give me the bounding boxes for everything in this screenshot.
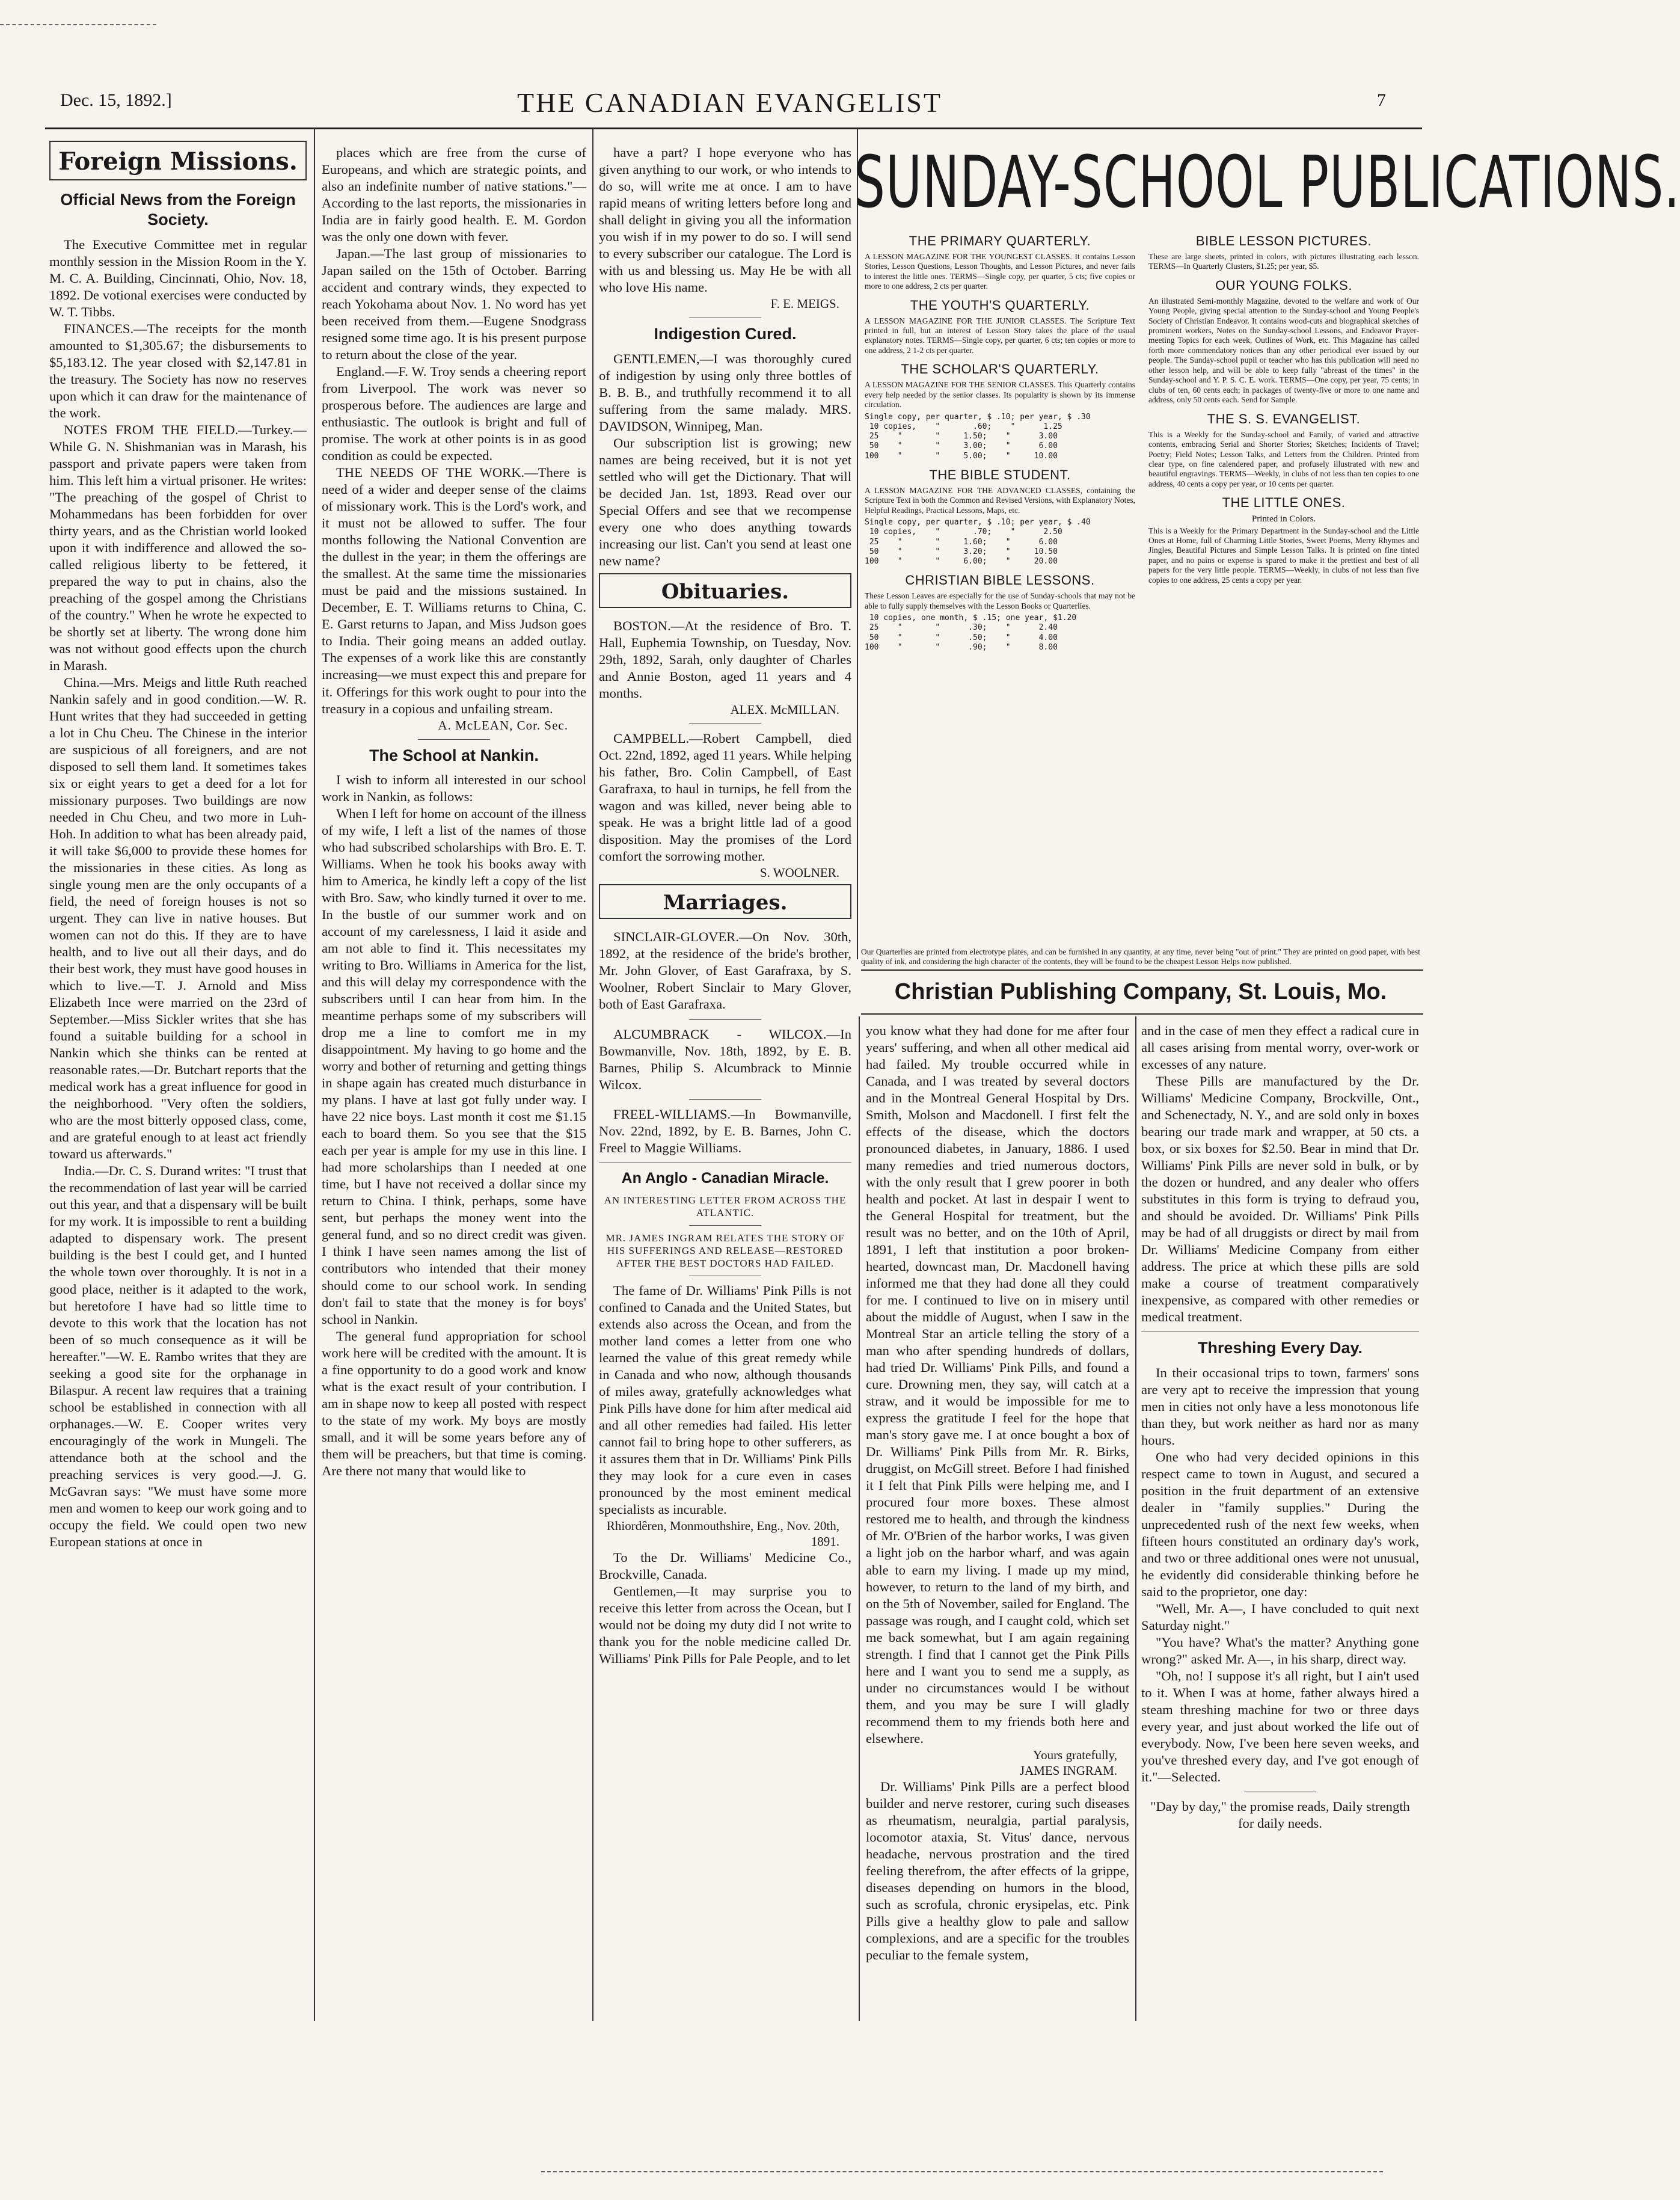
article-heading: The School at Nankin.: [369, 746, 539, 764]
article-heading: Indigestion Cured.: [654, 325, 797, 343]
article-heading: An Anglo - Canadian Miracle.: [621, 1169, 829, 1187]
price-table: Single copy, per quarter, $ .10; per year, $ .30 10 copies, " .60; " 1.25 25 " " 1.50; " 3.00 50 " " 3.00; " 6.00 100 " " 5.00; " 10.00: [865, 412, 1091, 461]
paragraph: These Pills are manufactured by the Dr. Williams' Medicine Company, Brockville, Ont., and Schenectady, N. Y., and are sold only in boxes bearing our trade mark and wrapper, at 50 cts. a box, or six boxes for $2.50. Bear in mind that Dr. Williams' Pink Pills are never sold in bulk, or by the dozen or hundred, and any dealer who offers substitutes in this form is trying to defraud you, and should be avoided. Dr. Williams' Pink Pills may be had of all druggists or direct by mail from Dr. Williams' Medicine Company from either address. The price at which these pills are sold make a course of treatment comparatively inexpensive, as compared with other remedies or medical treatment.: [1141, 1074, 1419, 1325]
paragraph: "You have? What's the matter? Anything gone wrong?" asked Mr. A—, in his sharp, direct way.: [1141, 1635, 1419, 1667]
paragraph: ALCUMBRACK - WILCOX.—In Bowmanville, Nov. 18th, 1892, by E. B. Barnes, Philip S. Alcumbrack to Minnie Wilcox.: [599, 1026, 851, 1092]
column-divider: [859, 1016, 860, 2021]
article-heading: Official News from the Foreign Society.: [60, 190, 296, 229]
page-number: 7: [1377, 90, 1386, 110]
paragraph: Gentlemen,—It may surprise you to receive this letter from across the Ocean, but I would not be doing my duty did I not write to thank you for the noble medicine called Dr. Williams' Pink Pills for Pale People, and to let: [599, 1584, 851, 1667]
subheading: MR. JAMES INGRAM RELATES THE STORY OF HIS SUFFERINGS AND RELEASE—RESTORED AFTER THE BEST DOCTORS HAD FAILED.: [605, 1232, 845, 1269]
publication-description: An illustrated Semi-monthly Magazine, devoted to the welfare and work of Our Young People, giving special attention to the Sunday-school and Young People's Society of Christian Endeavor. It contains wood-cuts and biographical sketches of prominent workers, Notes on the Sunday-school Lessons, and Endeavor Prayer-meeting Topics for each week, Outlines of Work, etc. This Magazine has called forth more commendatory notices than any other periodical ever issued by our people. The Sunday-school pupil or teacher who has this publication will need no other lesson help, and will be able to keep fully "abreast of the times" in the Sunday-school and Y. P. S. C. E. work. TERMS—One copy, per year, 75 cents; in clubs of ten, 60 cents each; in packages of twenty-five or more to one name and address, only 50 cents each. Send for Sample.: [1148, 296, 1419, 405]
column-two: [322, 144, 586, 2024]
publication-description: This is a Weekly for the Primary Department in the Sunday-school and the Little Ones at Home, full of Charming Little Stories, Sweet Poems, Merry Rhymes and Jingles, Beautiful Pictures and Simple Lesson Talks. It is printed on fine tinted paper, and no pains or expense is spared to make it the prettiest and best of all papers for the very little people. TERMS—Weekly, in clubs of not less than five copies to one address, 25 cents a copy per year.: [1148, 526, 1419, 585]
paragraph: FINANCES.—The receipts for the month amounted to $1,305.67; the disbursements to $5,183.12. The year closed with $2,147.81 in the treasury. The Society has now no reserves upon which it can draw for the maintenance of the work.: [49, 321, 307, 420]
paragraph: have a part? I hope everyone who has given anything to our work, or who intends to do so, will write me at once. I am to have rapid means of writing letters before long and shall delight in giving you all the information you wish if in my power to do so. I will send to every subscriber our catalogue. The Lord is with us and blessing us. May He be with all who love His name.: [599, 145, 851, 295]
section-header-box: [599, 573, 851, 608]
paragraph: In their occasional trips to town, farmers' sons are very apt to receive the impression that young men in cities not only have a less monotonous life than they, but work neither as hard nor as many hours.: [1141, 1365, 1419, 1448]
ad-rule: [861, 969, 1423, 971]
scan-edge-mark: [0, 24, 156, 25]
paragraph: To the Dr. Williams' Medicine Co., Brockville, Canada.: [599, 1550, 851, 1582]
price-table: Single copy, per quarter, $ .10; per year, $ .40 10 copies, " .70; " 2.50 25 " " 1.60; " 6.00 50 " " 3.20; " 10.50 100 " " 6.00; " 20.00: [865, 518, 1091, 567]
divider: [689, 1099, 761, 1100]
paragraph: THE NEEDS OF THE WORK.—There is need of a wider and deeper sense of the claims of missionary work. This is the Lord's work, and it must not be allowed to suffer. The four months following the National Convention are the dullest in the year; in them the offerings are the smallest. At the same time the missionaries must be paid and the missions sustained. In December, E. T. Williams returns to China, C. E. Garst returns to Japan, and Miss Judson goes to India. Their going means an added outlay. The expenses of a work like this are constantly increasing—we must expect this and prepare for it. Offerings for this work ought to pour into the treasury in a copious and unfailing stream.: [322, 465, 586, 716]
section-header-box: [599, 884, 851, 919]
paragraph: Dr. Williams' Pink Pills are a perfect blood builder and nerve restorer, curing such diseases as rheumatism, neuralgia, partial paralysis, locomotor ataxia, St. Vitus' dance, nervous headache, nervous prostration and the tired feeling therefrom, the after effects of la grippe, diseases depending on humors in the blood, such as scrofula, chronic erysipelas, etc. Pink Pills give a healthy glow to pale and sallow complexions, and are a specific for the troubles peculiar to the female system,: [866, 1778, 1129, 1962]
paragraph: SINCLAIR-GLOVER.—On Nov. 30th, 1892, at the residence of the bride's brother, Mr. John Glover, of East Garafraxa, by S. Woolner, Robert Sinclair to Mary Glover, both of East Garafraxa.: [599, 929, 851, 1012]
column-divider: [857, 129, 858, 959]
paragraph: BOSTON.—At the residence of Bro. T. Hall, Euphemia Township, on Tuesday, Nov. 29th, 1892, Sarah, only daughter of Charles and Annie Boston, aged 11 years and 4 months.: [599, 618, 851, 701]
signature: S. WOOLNER.: [759, 865, 839, 880]
publisher-name: Christian Publishing Company, St. Louis, Mo.: [894, 979, 1387, 1004]
section-header-box: [49, 141, 307, 180]
ad-title: SUNDAY-SCHOOL PUBLICATIONS.: [854, 141, 1680, 224]
column-divider: [592, 129, 593, 2021]
issue-date: Dec. 15, 1892.]: [60, 90, 172, 110]
divider: [689, 1019, 761, 1020]
publication-description: A LESSON MAGAZINE FOR THE YOUNGEST CLASSES. It contains Lesson Stories, Lesson Questions, Lesson Thoughts, and Lesson Pictures, and never fails to interest the little ones. TERMS—Single copy, per quarter, 5 cts; five copies or more to one address, 2 cts per quarter.: [865, 251, 1135, 291]
publication-description: A LESSON MAGAZINE FOR THE JUNIOR CLASSES. The Scripture Text printed in full, but an interest of Lesson Story takes the place of the usual explanatory notes. TERMS—Single copy, per quarter, 6 cts; ten copies or more to one address, 2 1-2 cts per quarter.: [865, 316, 1135, 355]
scan-edge-mark: [541, 2171, 1383, 2172]
publication-name: THE BIBLE STUDENT.: [929, 467, 1071, 482]
article-heading: Threshing Every Day.: [1197, 1339, 1363, 1357]
paragraph: India.—Dr. C. S. Durand writes: "I trust that the recommendation of last year will be carried out this year, and that a dispensary will be built for my work. It is impossible to rent a building adapted to dispensary work. The present building is the best I could get, and I hunted the whole town over thoroughly. It is not in a good place, neither is it adapted to the work, but heretofore I have had so little time to devote to this work that the location has not been of so much consequence as it will be hereafter."—W. E. Rambo writes that they are seeking a good site for the orphanage in Bilaspur. A recent law requires that a training school be established in connection with all orphanages.—W. E. Cooper writes very encouragingly of the work in Mungeli. The attendance both at the school and the preaching services is very good.—J. G. McGavran says: "We must have some more men and women to keep our work going and to occupy the field. We could open two new European stations at once in: [49, 1163, 307, 1549]
column-four: [866, 1022, 1129, 2024]
paragraph: England.—F. W. Troy sends a cheering report from Liverpool. The work was never so prosperous before. The audiences are large and enthusiastic. The outlook is bright and full of promise. The work at other points is in as good condition as could be expected.: [322, 364, 586, 464]
price-table: 10 copies, one month, $ .15; one year, $1.20 25 " " .30; " 2.40 50 " " .50; " 4.00 100 " " .90; " 8.00: [865, 613, 1077, 652]
divider: [689, 1225, 761, 1226]
letter-address: Rhiordêren, Monmouthshire, Eng., Nov. 20th, 1891.: [606, 1519, 839, 1549]
publication-name: BIBLE LESSON PICTURES.: [1195, 233, 1372, 248]
publication-description: These are large sheets, printed in colors, with pictures illustrating each lesson. TERMS—In Quarterly Clusters, $1.25; per year, $5.: [1148, 251, 1419, 271]
column-foreign-missions: [49, 137, 307, 2026]
publication-description: This is a Weekly for the Sunday-school and Family, of varied and attractive contents, embracing Serial and Shorter Stories; Sketches; Incidents of Travel; Poetry; Field Notes; Lesson Talks, and Letters from the Children. Printed from clear type, on fine calendered paper, and profusely illustrated with new and beautiful engravings. TERMS—Weekly, in clubs of not less than ten copies to one address, 40 cents a copy per year, or 10 cents per quarter.: [1148, 429, 1419, 488]
paragraph: "Well, Mr. A—, I have concluded to quit next Saturday night.": [1141, 1600, 1419, 1633]
paragraph: and in the case of men they effect a radical cure in all cases arising from mental worry, over-work or excesses of any nature.: [1141, 1023, 1419, 1072]
paragraph: Our subscription list is growing; new names are being received, but it is not yet settled who will get the Dictionary. That will be decided Jan. 1st, 1893. Read over our Special Offers and see that we recompense every one who does anything towards increasing our list. Can't you send at least one new name?: [599, 435, 851, 568]
divider: [418, 739, 490, 740]
publication-name: THE SCHOLAR'S QUARTERLY.: [901, 361, 1099, 377]
ad-rule: [861, 1013, 1423, 1015]
header-rule: [45, 128, 1422, 129]
paragraph: you know what they had done for me after four years' suffering, and when all other medical aid had failed. My trouble occurred while in Canada, and I was treated by several doctors and in the Montreal General Hospital by Drs. Smith, Molson and Macdonell. I first felt the effects of the disease, which the doctors pronounced diabetes, in January, 1886. I used many remedies and tried numerous doctors, with the only result that I grew poorer in both health and pocket. At last in despair I went to the General Hospital for treatment, but the result was no better, and on the 10th of April, 1891, I left that institution a poor broken-hearted, downcast man, Dr. Macdonell having informed me that they had done all they could for me. I continued to live on in misery until about the middle of August, when I saw in the Montreal Star an article telling the story of a man who after spending hundreds of dollars, had tried Dr. Williams' Pink Pills, and found a cure. Drowning men, they say, will catch at a straw, and it would be impossible for me to express the gratitude I feel for the hope that man's story gave me. I at once bought a box of Dr. Williams' Pink Pills from Mr. R. Birks, druggist, on McGill street. Before I had finished it I felt that Pink Pills were helping me, and I procured four more boxes. These almost restored me to health, and through the kindness of Mr. O'Brien of the harbor works, I was given a light job on the harbor wharf, and was again able to earn my living. I made up my mind, however, to return to the land of my birth, and on the 5th of November, sailed for England. The passage was rough, and I caught cold, which set me back somewhat, but I am again regaining strength. I find that I cannot get the Pink Pills here and I want you to send me a supply, as under no circumstances would I be without them, and you may be sure I will gladly recommend them to my friends both here and elsewhere.: [866, 1023, 1129, 1746]
column-three: [599, 144, 851, 2024]
publication-name: THE PRIMARY QUARTERLY.: [909, 233, 1091, 248]
signature: ALEX. McMILLAN.: [730, 702, 839, 717]
section-title: Marriages.: [663, 891, 788, 915]
publication-name: THE YOUTH'S QUARTERLY.: [910, 297, 1090, 313]
section-title: Foreign Missions.: [58, 147, 298, 176]
publication-name: OUR YOUNG FOLKS.: [1215, 277, 1352, 293]
paragraph: CAMPBELL.—Robert Campbell, died Oct. 22nd, 1892, aged 11 years. While helping his father, Bro. Colin Campbell, of East Garafraxa, to haul in turnips, he fell from the wagon and was killed, never being able to speak. He was a bright little lad of a good disposition. May the promises of the Lord comfort the sorrowing mother.: [599, 731, 851, 864]
ad-left-column: [865, 227, 1135, 943]
paragraph: The general fund appropriation for school work here will be credited with the amount. It is a fine opportunity to do a good work and know what is the exact result of your contribution. I am in shape now to keep all posted with respect to the state of my work. My boys are mostly small, and it will be some years before any of them will be preachers, but that time is coming. Are there not many that would like to: [322, 1328, 586, 1478]
section-title: Obituaries.: [661, 579, 789, 604]
signature: F. E. MEIGS.: [770, 297, 839, 312]
closing: Yours gratefully,: [1033, 1747, 1117, 1762]
ad-right-column: [1148, 227, 1419, 943]
signature: A. McLEAN, Cor. Sec.: [438, 717, 568, 733]
ad-footer-note: Our Quarterlies are printed from electrotype plates, and can be furnished in any quantity, at any time, never being "out of print." They are printed on good paper, with best quality of ink, and considering the high character of the contents, they will be found to be the cheapest Lesson Helps now published.: [861, 947, 1420, 966]
subheading: AN INTERESTING LETTER FROM ACROSS THE ATLANTIC.: [604, 1194, 847, 1218]
paragraph: The Executive Committee met in regular monthly session in the Mission Room in the Y. M. C. A. Building, Cincinnati, Ohio, Nov. 18, 1892. De votional exercises were conducted by W. T. Tibbs.: [49, 236, 307, 319]
column-five: [1141, 1022, 1419, 2024]
publication-name: THE LITTLE ONES.: [1222, 495, 1346, 511]
paragraph: NOTES FROM THE FIELD.—Turkey.—While G. N. Shishmanian was in Marash, his passport and private papers were taken from him. This left him a virtual prisoner. He writes: "The preaching of the gospel of Christ to Mohammedans has been forbidden for over thirty years, and as the Christian world looked upon it with indifference and allowed the so-called religious liberty to be fettered, it prepared the way to put in chains, also the preaching of the gospel among the Christians of the country." When he wrote he expected to be shortly set at liberty. The wrong done him was not without good effects upon the church in Marash.: [49, 422, 307, 673]
paragraph: places which are free from the curse of Europeans, and which are strategic points, and also an indefinite number of native stations."—According to the last reports, the missionaries in India are in fairly good health. E. M. Gordon was the only one down with fever.: [322, 145, 586, 245]
paragraph: China.—Mrs. Meigs and little Ruth reached Nankin safely and in good condition.—W. R. Hunt writes that they had succeeded in getting a lot in Chu Cheu. The Chinese in the interior are suspicious of all foreigners, and are not disposed to sell them land. It sometimes takes six or eight years to get a deed for a lot for missionary purposes. Two buildings are now needed in Chu Cheu, and two more in Luh-Hoh. In addition to what has been already paid, it will take $6,000 to provide these homes for the missionaries in these cities. As long as single young men are the only occupants of a field, the need of foreign houses is not so urgent. They can live in native houses. But women can not do this. If they are to have health, and to live out all their days, and do their best work, they must have good houses in which to live.—T. J. Arnold and Miss Elizabeth Ince were married on the 23rd of September.—Miss Sickler writes that she has found a suitable building for a school in Nankin which she thinks can be rented at reasonable rates.—Dr. Butchart reports that the medical work has a great influence for good in the neighborhood. "Very often the soldiers, who are the most bitterly opposed class, come, and are grateful enough to at least act friendly toward us afterwards.": [49, 674, 307, 1162]
publication-name: THE S. S. EVANGELIST.: [1207, 411, 1361, 426]
paragraph: "Oh, no! I suppose it's all right, but I ain't used to it. When I was at home, father always hired a steam threshing machine for two or three days every year, and just about worked the life out of everybody. Now, I've been here seven weeks, and you've threshed every day, and I've got enough of it."—Selected.: [1141, 1668, 1419, 1785]
publication-description: These Lesson Leaves are especially for the use of Sunday-schools that may not be able to fully supply themselves with the Lesson Books or Quarterlies.: [865, 591, 1135, 610]
newspaper-title: THE CANADIAN EVANGELIST: [517, 87, 942, 118]
column-divider: [1135, 1016, 1136, 2021]
signature: JAMES INGRAM.: [1019, 1763, 1117, 1778]
paragraph: Japan.—The last group of missionaries to Japan sailed on the 15th of October. Barring accident and contrary winds, they expected to reach Yokohama about Nov. 1. No word has yet been received from them.—Eugene Snodgrass resigned some time ago. It is his present purpose to return about the close of the year.: [322, 246, 586, 363]
paragraph: One who had very decided opinions in this respect came to town in August, and secured a position in the fruit department of an extensive dealer in "family supplies." During the unprecedented rush of the next few weeks, when fifteen hours constituted an ordinary day's work, and two or three additional ones were not unusual, he evidently did considerable thinking before he said to the proprietor, one day:: [1141, 1449, 1419, 1599]
column-divider: [314, 129, 315, 2021]
verse: "Day by day," the promise reads, Daily strength for daily needs.: [1150, 1799, 1410, 1831]
paragraph: GENTLEMEN,—I was thoroughly cured of indigestion by using only three bottles of B. B. B., and truthfully recommend it to all suffering from the same malady. MRS. DAVIDSON, Winnipeg, Man.: [599, 351, 851, 434]
paragraph: The fame of Dr. Williams' Pink Pills is not confined to Canada and the United States, but extends also across the Ocean, and from the mother land comes a letter from one who learned the value of this great remedy while in Canada and who now, although thousands of miles away, gratefully acknowledges what Pink Pills have done for him after medical aid and all other remedies had failed. His letter cannot fail to bring hope to other sufferers, as it assures them that in Dr. Williams' Pink Pills they may look for a cure even in cases pronounced by the most eminent medical specialists as incurable.: [599, 1283, 851, 1517]
publication-name: CHRISTIAN BIBLE LESSONS.: [905, 573, 1095, 588]
paragraph: When I left for home on account of the illness of my wife, I left a list of the names of those who had subscribed scholarships with Bro. E. T. Williams. When he took his books away with him to America, he kindly left a copy of the list with Bro. Saw, who kindly turned it over to me. In the bustle of our summer work and on account of my carelessness, I laid it aside and am not able to find it. This necessitates my writing to Bro. Williams in America for the list, and this will delay my correspondence with the subscribers until I can hear from him. In the meantime perhaps some of my subscribers will drop me a line to comfort me in my disappointment. My having to go home and the worry and bother of returning and getting things in shape again has created much disturbance in my plans. I have at last got fully under way. I have 22 nice boys. Last month it cost me $1.15 each to board them. So you see that the $15 each per year is ample for my use in this line. I had more scholarships than I needed at one time, but I have not received a dollar since my return to China. I think, perhaps, some have sent, but perhaps the money went into the general fund, and so no direct credit was given. I think I have seen names among the list of contributors who intended that their money should come to our school work. In sending don't fail to state that the money is for boys' school in Nankin.: [322, 806, 586, 1327]
publication-description: A LESSON MAGAZINE FOR THE SENIOR CLASSES. This Quarterly contains every help needed by the senior classes. Its popularity is shown by its immense circulation.: [865, 380, 1135, 410]
publication-description: A LESSON MAGAZINE FOR THE ADVANCED CLASSES, containing the Scripture Text in both the Common and Revised Versions, with Explanatory Notes, Helpful Readings, Practical Lessons, Maps, etc.: [865, 485, 1135, 515]
publication-subtitle: Printed in Colors.: [1251, 514, 1316, 524]
paragraph: FREEL-WILLIAMS.—In Bowmanville, Nov. 22nd, 1892, by E. B. Barnes, John C. Freel to Maggie Williams.: [599, 1106, 851, 1155]
paragraph: I wish to inform all interested in our school work in Nankin, as follows:: [322, 772, 586, 805]
